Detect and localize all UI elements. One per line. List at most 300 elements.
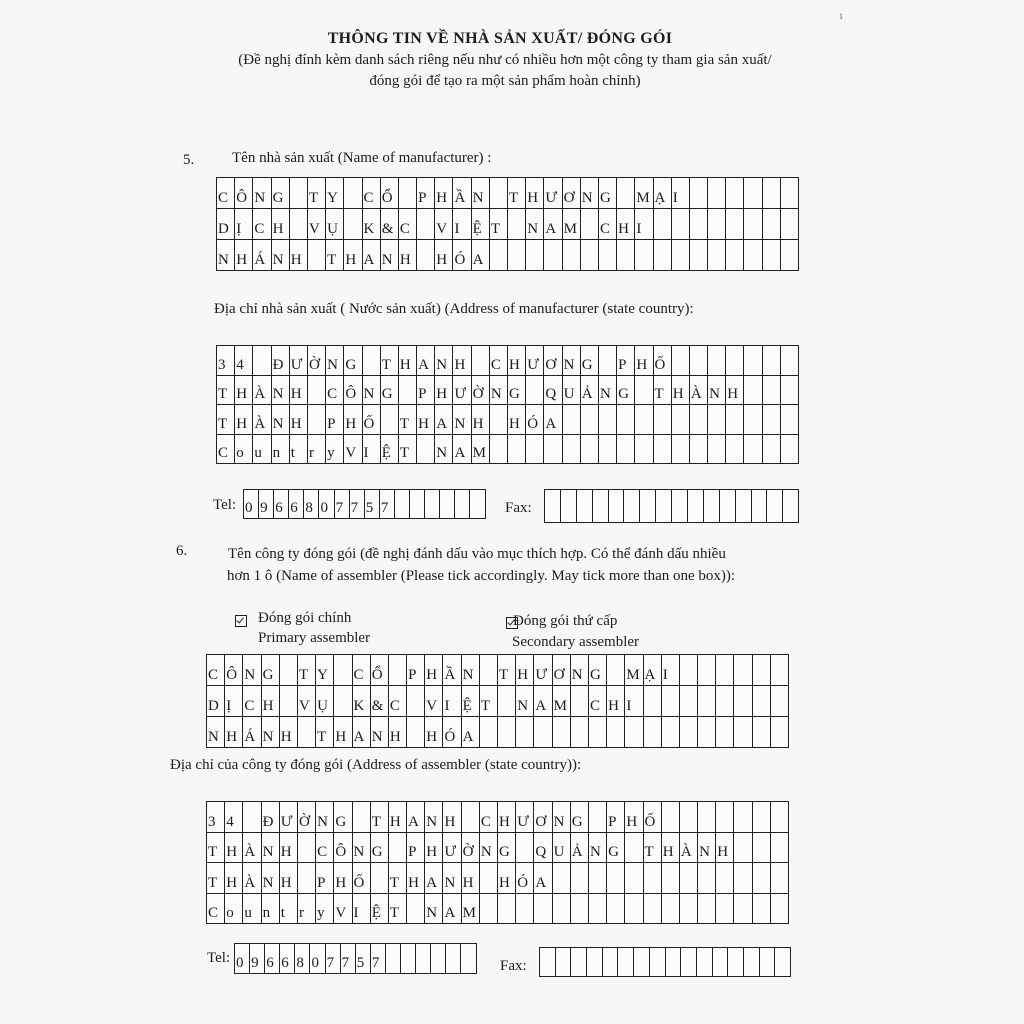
grid-cell[interactable]: C <box>480 802 498 833</box>
grid-cell[interactable] <box>589 863 607 894</box>
grid-cell[interactable]: C <box>207 894 225 925</box>
grid-cell[interactable]: Ầ <box>443 655 461 686</box>
grid-cell[interactable] <box>753 802 771 833</box>
grid-cell[interactable]: G <box>272 178 290 209</box>
digit-cell[interactable] <box>603 948 619 977</box>
grid-cell[interactable]: N <box>443 863 461 894</box>
grid-cell[interactable]: Đ <box>262 802 280 833</box>
grid-cell[interactable] <box>607 894 625 925</box>
grid-cell[interactable] <box>581 209 599 240</box>
grid-cell[interactable]: Ó <box>526 405 544 435</box>
grid-cell[interactable]: T <box>644 833 662 864</box>
grid-cell[interactable] <box>480 894 498 925</box>
grid-cell[interactable] <box>708 240 726 271</box>
grid-cell[interactable]: A <box>544 405 562 435</box>
grid-cell[interactable]: H <box>617 209 635 240</box>
grid-cell[interactable]: N <box>708 376 726 406</box>
grid-cell[interactable] <box>734 833 752 864</box>
grid-cell[interactable]: T <box>399 435 417 465</box>
grid-cell[interactable]: N <box>262 717 280 748</box>
grid-cell[interactable]: N <box>262 863 280 894</box>
grid-cell[interactable]: N <box>425 802 443 833</box>
digit-cell[interactable] <box>713 948 729 977</box>
grid-cell[interactable] <box>771 686 789 717</box>
grid-cell[interactable] <box>644 863 662 894</box>
grid-cell[interactable]: H <box>662 833 680 864</box>
digit-cell[interactable] <box>650 948 666 977</box>
grid-cell[interactable] <box>599 405 617 435</box>
grid-cell[interactable]: T <box>508 178 526 209</box>
grid-cell[interactable] <box>662 686 680 717</box>
grid-cell[interactable]: I <box>443 686 461 717</box>
grid-cell[interactable] <box>680 863 698 894</box>
grid-cell[interactable]: N <box>698 833 716 864</box>
grid-cell[interactable]: N <box>371 717 389 748</box>
grid-cell[interactable] <box>298 833 316 864</box>
grid-cell[interactable]: A <box>363 240 381 271</box>
grid-cell[interactable] <box>589 802 607 833</box>
grid-cell[interactable]: Ơ <box>563 178 581 209</box>
digit-cell[interactable]: 0 <box>310 944 325 974</box>
grid-cell[interactable] <box>563 405 581 435</box>
grid-cell[interactable] <box>526 240 544 271</box>
grid-cell[interactable]: Ổ <box>371 655 389 686</box>
grid-cell[interactable]: Ệ <box>381 435 399 465</box>
grid-cell[interactable]: Ô <box>334 833 352 864</box>
grid-cell[interactable] <box>553 894 571 925</box>
digit-cell[interactable] <box>752 490 768 523</box>
grid-cell[interactable]: V <box>308 209 326 240</box>
grid-cell[interactable] <box>617 435 635 465</box>
grid-cell[interactable]: H <box>407 863 425 894</box>
grid-cell[interactable]: G <box>371 833 389 864</box>
grid-cell[interactable] <box>490 240 508 271</box>
grid-cell[interactable] <box>617 405 635 435</box>
grid-cell[interactable] <box>644 717 662 748</box>
grid-cell[interactable] <box>417 240 435 271</box>
grid-cell[interactable]: T <box>654 376 672 406</box>
grid-cell[interactable]: T <box>399 405 417 435</box>
digit-cell[interactable]: 7 <box>326 944 341 974</box>
grid-cell[interactable]: Ổ <box>381 178 399 209</box>
grid-cell[interactable] <box>672 405 690 435</box>
grid-cell[interactable] <box>534 894 552 925</box>
grid-cell[interactable] <box>763 435 781 465</box>
digit-cell[interactable] <box>672 490 688 523</box>
grid-cell[interactable]: Y <box>326 178 344 209</box>
grid-cell[interactable]: N <box>363 376 381 406</box>
grid-cell[interactable] <box>607 717 625 748</box>
grid-cell[interactable]: Ệ <box>462 686 480 717</box>
assembler-name-grid[interactable] <box>206 654 789 748</box>
grid-cell[interactable]: H <box>672 376 690 406</box>
grid-cell[interactable]: H <box>435 178 453 209</box>
grid-cell[interactable]: D <box>217 209 235 240</box>
digit-cell[interactable]: 0 <box>319 490 334 519</box>
grid-cell[interactable]: C <box>599 209 617 240</box>
grid-cell[interactable] <box>744 376 762 406</box>
grid-cell[interactable]: N <box>563 346 581 376</box>
grid-cell[interactable]: G <box>581 346 599 376</box>
grid-cell[interactable]: A <box>353 717 371 748</box>
grid-cell[interactable] <box>607 863 625 894</box>
primary-assembler-checkbox[interactable] <box>235 615 247 627</box>
grid-cell[interactable]: G <box>498 833 516 864</box>
grid-cell[interactable]: N <box>435 346 453 376</box>
grid-cell[interactable]: C <box>253 209 271 240</box>
grid-cell[interactable]: T <box>326 240 344 271</box>
digit-cell[interactable] <box>470 490 485 519</box>
digit-cell[interactable] <box>624 490 640 523</box>
grid-cell[interactable] <box>708 435 726 465</box>
grid-cell[interactable] <box>389 655 407 686</box>
grid-cell[interactable]: Ố <box>654 346 672 376</box>
grid-cell[interactable] <box>726 435 744 465</box>
grid-cell[interactable] <box>589 894 607 925</box>
grid-cell[interactable] <box>389 833 407 864</box>
grid-cell[interactable]: H <box>435 376 453 406</box>
grid-cell[interactable]: V <box>344 435 362 465</box>
grid-cell[interactable] <box>544 435 562 465</box>
grid-cell[interactable]: N <box>272 376 290 406</box>
digit-cell[interactable] <box>455 490 470 519</box>
grid-cell[interactable]: N <box>316 802 334 833</box>
grid-cell[interactable]: T <box>308 178 326 209</box>
grid-cell[interactable]: y <box>316 894 334 925</box>
grid-cell[interactable] <box>771 655 789 686</box>
grid-cell[interactable]: N <box>571 655 589 686</box>
grid-cell[interactable] <box>571 717 589 748</box>
grid-cell[interactable] <box>753 833 771 864</box>
grid-cell[interactable] <box>771 894 789 925</box>
grid-cell[interactable]: Ờ <box>472 376 490 406</box>
digit-cell[interactable]: 6 <box>265 944 280 974</box>
grid-cell[interactable] <box>334 655 352 686</box>
grid-cell[interactable]: Ó <box>443 717 461 748</box>
grid-cell[interactable] <box>716 863 734 894</box>
grid-cell[interactable]: H <box>344 405 362 435</box>
grid-cell[interactable]: T <box>389 863 407 894</box>
grid-cell[interactable] <box>763 405 781 435</box>
grid-cell[interactable] <box>680 686 698 717</box>
grid-cell[interactable] <box>680 894 698 925</box>
grid-cell[interactable] <box>498 717 516 748</box>
grid-cell[interactable]: u <box>243 894 261 925</box>
grid-cell[interactable]: N <box>217 240 235 271</box>
grid-cell[interactable] <box>516 717 534 748</box>
grid-cell[interactable]: Q <box>544 376 562 406</box>
grid-cell[interactable] <box>280 655 298 686</box>
digit-cell[interactable]: 7 <box>380 490 395 519</box>
grid-cell[interactable] <box>472 346 490 376</box>
grid-cell[interactable]: Ó <box>516 863 534 894</box>
grid-cell[interactable]: N <box>472 178 490 209</box>
grid-cell[interactable] <box>734 686 752 717</box>
grid-cell[interactable]: V <box>334 894 352 925</box>
grid-cell[interactable] <box>399 376 417 406</box>
grid-cell[interactable]: Á <box>253 240 271 271</box>
grid-cell[interactable] <box>781 376 799 406</box>
grid-cell[interactable]: À <box>690 376 708 406</box>
grid-cell[interactable] <box>490 178 508 209</box>
grid-cell[interactable] <box>644 894 662 925</box>
grid-cell[interactable] <box>771 717 789 748</box>
grid-cell[interactable]: Ị <box>235 209 253 240</box>
grid-cell[interactable]: I <box>635 209 653 240</box>
grid-cell[interactable] <box>753 717 771 748</box>
grid-cell[interactable] <box>635 435 653 465</box>
grid-cell[interactable]: A <box>472 240 490 271</box>
assembler-tel-field[interactable] <box>234 943 477 974</box>
grid-cell[interactable] <box>407 686 425 717</box>
grid-cell[interactable]: H <box>334 863 352 894</box>
digit-cell[interactable] <box>386 944 401 974</box>
grid-cell[interactable] <box>553 717 571 748</box>
grid-cell[interactable]: Ư <box>544 178 562 209</box>
grid-cell[interactable]: Ả <box>581 376 599 406</box>
grid-cell[interactable]: T <box>498 655 516 686</box>
grid-cell[interactable] <box>563 435 581 465</box>
grid-cell[interactable]: C <box>389 686 407 717</box>
grid-cell[interactable]: N <box>262 833 280 864</box>
grid-cell[interactable]: H <box>399 346 417 376</box>
grid-cell[interactable]: Ư <box>280 802 298 833</box>
digit-cell[interactable] <box>425 490 440 519</box>
grid-cell[interactable] <box>781 346 799 376</box>
grid-cell[interactable] <box>581 435 599 465</box>
grid-cell[interactable]: t <box>290 435 308 465</box>
grid-cell[interactable] <box>734 863 752 894</box>
digit-cell[interactable] <box>656 490 672 523</box>
grid-cell[interactable] <box>708 346 726 376</box>
manufacturer-name-grid[interactable] <box>216 177 799 271</box>
grid-cell[interactable] <box>480 717 498 748</box>
grid-cell[interactable]: 4 <box>225 802 243 833</box>
grid-cell[interactable]: Ư <box>453 376 471 406</box>
grid-cell[interactable] <box>308 240 326 271</box>
digit-cell[interactable] <box>571 948 587 977</box>
grid-cell[interactable]: N <box>207 717 225 748</box>
digit-cell[interactable] <box>760 948 776 977</box>
grid-cell[interactable]: C <box>316 833 334 864</box>
grid-cell[interactable]: H <box>508 346 526 376</box>
grid-cell[interactable] <box>253 346 271 376</box>
grid-cell[interactable]: T <box>207 833 225 864</box>
grid-cell[interactable] <box>708 209 726 240</box>
grid-cell[interactable]: H <box>290 376 308 406</box>
grid-cell[interactable] <box>763 240 781 271</box>
grid-cell[interactable] <box>763 178 781 209</box>
grid-cell[interactable] <box>589 717 607 748</box>
grid-cell[interactable] <box>726 178 744 209</box>
grid-cell[interactable] <box>781 209 799 240</box>
grid-cell[interactable]: H <box>607 686 625 717</box>
grid-cell[interactable] <box>726 346 744 376</box>
grid-cell[interactable] <box>635 405 653 435</box>
grid-cell[interactable]: H <box>726 376 744 406</box>
grid-cell[interactable]: P <box>617 346 635 376</box>
digit-cell[interactable] <box>440 490 455 519</box>
digit-cell[interactable] <box>431 944 446 974</box>
grid-cell[interactable]: À <box>680 833 698 864</box>
grid-cell[interactable] <box>672 240 690 271</box>
grid-cell[interactable]: H <box>225 833 243 864</box>
digit-cell[interactable]: 8 <box>304 490 319 519</box>
digit-cell[interactable] <box>461 944 476 974</box>
grid-cell[interactable] <box>280 686 298 717</box>
digit-cell[interactable]: 5 <box>356 944 371 974</box>
grid-cell[interactable] <box>498 686 516 717</box>
grid-cell[interactable]: H <box>280 833 298 864</box>
grid-cell[interactable] <box>490 435 508 465</box>
grid-cell[interactable] <box>672 435 690 465</box>
grid-cell[interactable]: T <box>480 686 498 717</box>
grid-cell[interactable]: N <box>326 346 344 376</box>
grid-cell[interactable] <box>726 405 744 435</box>
grid-cell[interactable]: M <box>462 894 480 925</box>
grid-cell[interactable] <box>753 863 771 894</box>
digit-cell[interactable]: 0 <box>235 944 250 974</box>
grid-cell[interactable] <box>672 209 690 240</box>
grid-cell[interactable] <box>353 802 371 833</box>
grid-cell[interactable] <box>625 863 643 894</box>
grid-cell[interactable]: V <box>425 686 443 717</box>
grid-cell[interactable]: V <box>435 209 453 240</box>
grid-cell[interactable]: C <box>207 655 225 686</box>
grid-cell[interactable]: y <box>326 435 344 465</box>
grid-cell[interactable]: C <box>363 178 381 209</box>
grid-cell[interactable]: H <box>472 405 490 435</box>
manufacturer-tel-field[interactable] <box>243 489 486 519</box>
grid-cell[interactable] <box>544 240 562 271</box>
grid-cell[interactable]: C <box>353 655 371 686</box>
grid-cell[interactable]: C <box>217 435 235 465</box>
grid-cell[interactable] <box>625 894 643 925</box>
grid-cell[interactable] <box>716 802 734 833</box>
grid-cell[interactable]: Á <box>243 717 261 748</box>
grid-cell[interactable]: P <box>417 178 435 209</box>
grid-cell[interactable]: Ư <box>516 802 534 833</box>
grid-cell[interactable]: C <box>490 346 508 376</box>
digit-cell[interactable] <box>395 490 410 519</box>
digit-cell[interactable] <box>681 948 697 977</box>
grid-cell[interactable]: N <box>272 405 290 435</box>
grid-cell[interactable] <box>290 178 308 209</box>
grid-cell[interactable] <box>690 178 708 209</box>
digit-cell[interactable] <box>609 490 625 523</box>
digit-cell[interactable]: 7 <box>371 944 386 974</box>
grid-cell[interactable] <box>635 240 653 271</box>
grid-cell[interactable] <box>526 376 544 406</box>
grid-cell[interactable]: T <box>217 405 235 435</box>
grid-cell[interactable]: Ờ <box>298 802 316 833</box>
grid-cell[interactable]: Ố <box>353 863 371 894</box>
grid-cell[interactable]: T <box>316 717 334 748</box>
digit-cell[interactable] <box>587 948 603 977</box>
grid-cell[interactable] <box>726 240 744 271</box>
grid-cell[interactable]: H <box>334 717 352 748</box>
grid-cell[interactable] <box>753 894 771 925</box>
grid-cell[interactable] <box>662 863 680 894</box>
grid-cell[interactable]: Ờ <box>462 833 480 864</box>
digit-cell[interactable]: 7 <box>350 490 365 519</box>
grid-cell[interactable]: 4 <box>235 346 253 376</box>
digit-cell[interactable]: 7 <box>335 490 350 519</box>
grid-cell[interactable]: Ụ <box>326 209 344 240</box>
grid-cell[interactable] <box>516 894 534 925</box>
grid-cell[interactable]: Ả <box>571 833 589 864</box>
grid-cell[interactable] <box>654 240 672 271</box>
digit-cell[interactable] <box>666 948 682 977</box>
grid-cell[interactable]: Ạ <box>644 655 662 686</box>
grid-cell[interactable] <box>680 717 698 748</box>
grid-cell[interactable] <box>298 717 316 748</box>
digit-cell[interactable] <box>640 490 656 523</box>
grid-cell[interactable]: t <box>280 894 298 925</box>
grid-cell[interactable]: G <box>262 655 280 686</box>
grid-cell[interactable] <box>334 686 352 717</box>
grid-cell[interactable]: A <box>544 209 562 240</box>
digit-cell[interactable]: 9 <box>259 490 274 519</box>
grid-cell[interactable]: A <box>443 894 461 925</box>
grid-cell[interactable]: H <box>425 655 443 686</box>
digit-cell[interactable] <box>697 948 713 977</box>
grid-cell[interactable] <box>508 240 526 271</box>
grid-cell[interactable]: P <box>316 863 334 894</box>
grid-cell[interactable]: Ạ <box>654 178 672 209</box>
grid-cell[interactable]: Ầ <box>453 178 471 209</box>
grid-cell[interactable]: H <box>526 178 544 209</box>
grid-cell[interactable] <box>480 863 498 894</box>
grid-cell[interactable] <box>662 717 680 748</box>
grid-cell[interactable]: Ệ <box>371 894 389 925</box>
grid-cell[interactable]: A <box>407 802 425 833</box>
grid-cell[interactable]: N <box>526 209 544 240</box>
grid-cell[interactable]: T <box>381 346 399 376</box>
grid-cell[interactable]: & <box>381 209 399 240</box>
grid-cell[interactable] <box>672 346 690 376</box>
manufacturer-address-grid[interactable] <box>216 345 799 464</box>
grid-cell[interactable]: H <box>280 717 298 748</box>
grid-cell[interactable] <box>243 802 261 833</box>
grid-cell[interactable]: Ờ <box>308 346 326 376</box>
grid-cell[interactable]: Ố <box>363 405 381 435</box>
grid-cell[interactable] <box>417 209 435 240</box>
grid-cell[interactable] <box>508 435 526 465</box>
grid-cell[interactable] <box>490 405 508 435</box>
grid-cell[interactable]: A <box>462 717 480 748</box>
grid-cell[interactable] <box>534 717 552 748</box>
grid-cell[interactable]: T <box>389 894 407 925</box>
grid-cell[interactable]: Đ <box>272 346 290 376</box>
grid-cell[interactable] <box>781 178 799 209</box>
grid-cell[interactable] <box>553 863 571 894</box>
grid-cell[interactable]: A <box>534 863 552 894</box>
grid-cell[interactable]: C <box>243 686 261 717</box>
grid-cell[interactable]: C <box>326 376 344 406</box>
grid-cell[interactable]: V <box>298 686 316 717</box>
grid-cell[interactable]: U <box>563 376 581 406</box>
grid-cell[interactable]: À <box>243 863 261 894</box>
grid-cell[interactable]: H <box>225 863 243 894</box>
grid-cell[interactable]: A <box>425 863 443 894</box>
grid-cell[interactable] <box>563 240 581 271</box>
grid-cell[interactable]: G <box>508 376 526 406</box>
assembler-address-grid[interactable] <box>206 801 789 924</box>
grid-cell[interactable]: I <box>662 655 680 686</box>
grid-cell[interactable]: 3 <box>207 802 225 833</box>
grid-cell[interactable]: H <box>262 686 280 717</box>
